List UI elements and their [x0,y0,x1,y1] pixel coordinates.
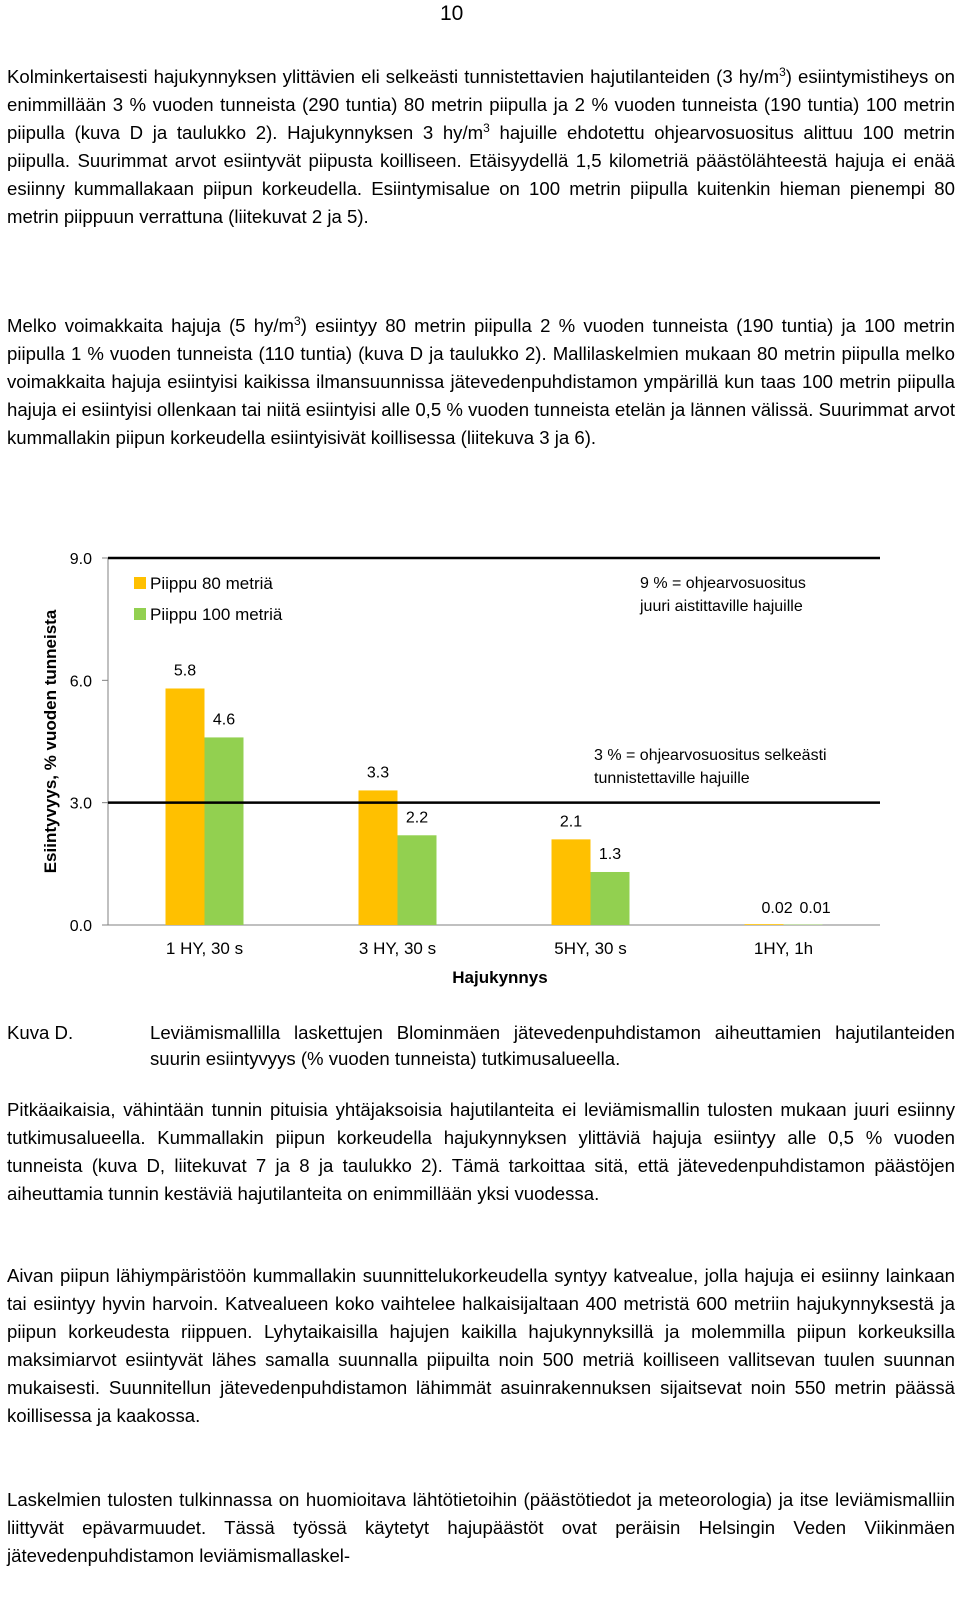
paragraph-4: Aivan piipun lähiympäristöön kummallakin suunnittelukorkeudella syntyy katvealue, jolla hajuja ei esiinny lainkaan tai esiintyy hyvin harvoin. Katvealueen koko vaihtelee halkaisijaltaan 400 metristä 600 metriin hajukynnyksestä ja piipun korkeudesta riippuen. Lyhytaikaisilla hajujen kaikilla hajukynnyksillä ja molemmilla piipun korkeuksilla maksimiarvot esiintyvät lähes samalla suunnalla piipuilta noin 500 metriä koilliseen vallitsevan tuulen suunnan mukaisesti. Suunnitellun jätevedenpuhdistamon lähimmät asuinrakennuksen sijaitsevat noin 550 metrin päässä koillisessa ja kaakossa. [7,1265,955,1426]
bar [166,688,205,925]
y-tick-label: 0.0 [69,918,92,935]
bar [398,835,437,925]
caption-text: Leviämismallilla laskettujen Blominmäen jätevedenpuhdistamon aiheuttamien hajutilanteiden suurin esiintyvyys (% vuoden tunneista) tutkimusalueella. [150,1022,955,1069]
x-tick-label: 1 HY, 30 s [165,939,244,958]
data-label: 0.01 [799,900,831,917]
bar [205,737,244,925]
paragraph-1 [7,63,955,231]
reference-label: 3 % = ohjearvosuositus selkeästi [594,747,827,764]
data-label: 4.6 [212,711,236,729]
p1-superscript-1: 3 [779,64,786,79]
legend-swatch [134,608,146,620]
data-label: 0.02 [761,900,793,917]
p1-text-b: ) esiintymistiheys on enimmillään 3 % vuoden tunneista (290 tuntia) 80 metrin piipulla ja 2 % vuoden tunneista (190 tuntia) 100 metrin piipulla (kuva D ja taulukko 2). Hajukynnyksen 3 hy/m [7,66,955,143]
paragraph-2 [7,312,955,452]
page-number: 10 [440,2,464,25]
caption-label: Kuva D. [7,1022,74,1043]
reference-label: tunnistettaville hajuille [594,770,750,787]
legend-label: Piippu 80 metriä [150,574,273,593]
reference-label: 9 % = ohjearvosuositus [640,575,806,592]
paragraph-5: Laskelmien tulosten tulkinnassa on huomioitava lähtötietoihin (päästötiedot ja meteorologia) ja itse leviämismalliin liittyvät epävarmuudet. Tässä työssä käytetyt hajupäästöt ovat peräisin Helsingin Veden Viikinmäen jätevedenpuhdistamon leviämismallaskel- [7,1489,955,1566]
data-label: 5.8 [173,662,197,680]
bar [591,872,630,925]
y-tick-label: 6.0 [69,673,92,691]
data-label: 1.3 [598,845,622,863]
bar [552,839,591,925]
p1-text-c: hajuille ehdotettu ohjearvosuositus alittuu 100 metrin piipulla. Suurimmat arvot esiintyvät piipusta koilliseen. Etäisyydellä 1,5 kilometriä päästölähteestä hajuja ei enää esiinny kummallakaan piipun korkeudella. Esiintymisalue on 100 metrin piipulla kuitenkin hieman pienempi 80 metrin piippuun verrattuna (liitekuvat 2 ja 5). [7,122,955,227]
bar [745,924,784,925]
data-label: 3.3 [366,764,390,782]
y-tick-label: 9.0 [69,551,92,568]
x-axis-label: Hajukynnys [452,968,548,987]
y-tick-label: 3.0 [69,795,92,813]
p1-text-a: Kolminkertaisesti hajukynnyksen ylittävien eli selkeästi tunnistettavien hajutilanteiden (3 hy/m [7,66,780,87]
bar [359,790,398,925]
data-label: 2.1 [559,813,583,831]
p2-text-a: Melko voimakkaita hajuja (5 hy/m [7,315,294,336]
bar-chart [0,540,960,1000]
paragraph-3: Pitkäaikaisia, vähintään tunnin pituisia yhtäjaksoisia hajutilanteita ei leviämismallin tulosten mukaan juuri esiinny tutkimusalueella. Kummallakin piipun korkeudella hajukynnyksen ylittäviä hajuja esiintyy alle 0,5 % vuoden tunneista (kuva D, liitekuvat 7 ja 8 ja taulukko 2). Tämä tarkoittaa sitä, että jätevedenpuhdistamon päästöjen aiheuttamia tunnin kestäviä hajutilanteita on enimmillään yksi vuodessa. [7,1099,955,1204]
p2-text-b: ) esiintyy 80 metrin piipulla 2 % vuoden tunneista (190 tuntia) ja 100 metrin piipulla 1 % vuoden tunneista (110 tuntia) (kuva D ja taulukko 2). Mallilaskelmien mukaan 80 metrin piipulla melko voimakkaita hajuja esiintyisi kaikissa ilmansuunnissa jätevedenpuhdistamon ympärillä kun taas 100 metrin piipulla hajuja ei esiintyisi ollenkaan tai niitä esiintyisi alle 0,5 % vuoden tunneista etelän ja lännen välissä. Suurimmat arvot kummallakin piipun korkeudella esiintyisivät koillisessa (liitekuva 3 ja 6). [7,315,955,448]
p1-superscript-2: 3 [483,120,490,135]
legend-swatch [134,577,146,589]
reference-label: juuri aistittaville hajuille [640,598,803,615]
x-tick-label: 3 HY, 30 s [358,939,437,958]
p2-superscript: 3 [294,313,301,328]
data-label: 2.2 [405,809,429,827]
y-axis-label: Esiintyvyys, % vuoden tunneista [41,609,60,874]
legend-label: Piippu 100 metriä [150,605,283,624]
x-tick-label: 1HY, 1h [753,939,814,958]
x-tick-label: 5HY, 30 s [554,939,627,958]
